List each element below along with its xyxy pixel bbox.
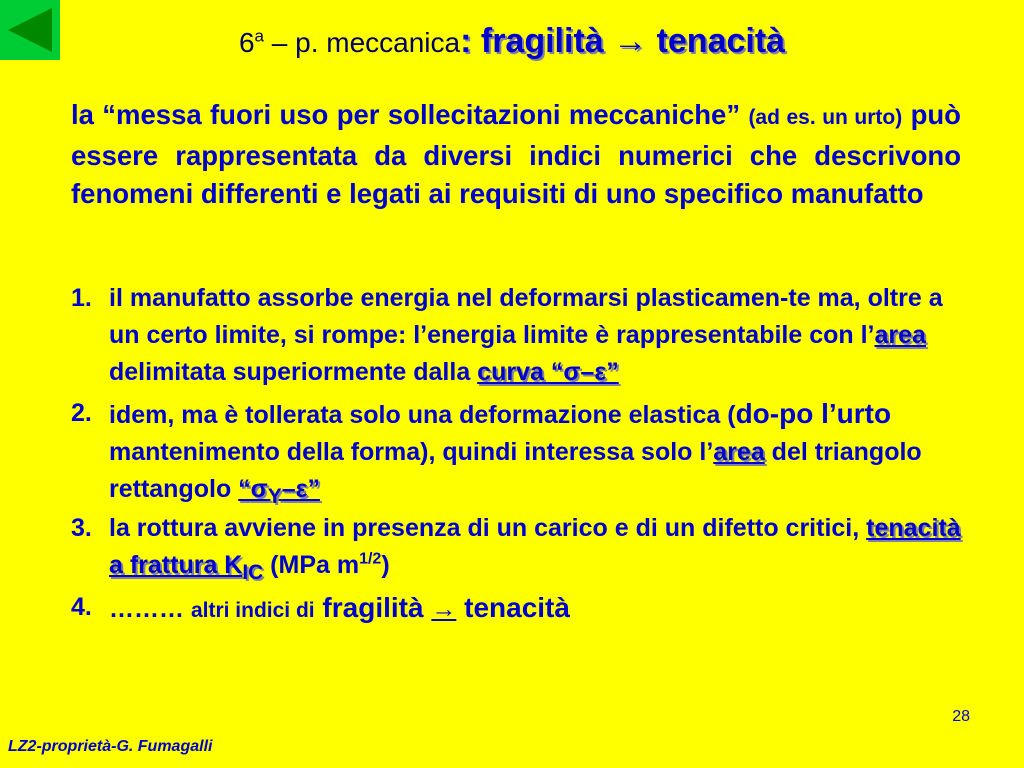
- list-item: [71, 280, 961, 391]
- triangle-term-close: –ε”: [281, 475, 320, 503]
- numbered-list: [71, 280, 961, 629]
- list-item: [71, 395, 961, 508]
- item-text: il manufatto assorbe energia nel deformarsi plasticamen-te ma, oltre a un certo limite, si rompe: l’energia limite è rappresentabile con l’: [109, 284, 943, 349]
- triangle-term-subscript: Y: [267, 485, 282, 508]
- area-term: area: [874, 321, 926, 349]
- title-colon: :: [460, 22, 472, 60]
- item-text: la rottura avviene in presenza di un carico e di un difetto critici,: [109, 514, 867, 542]
- item-text: ………: [109, 595, 191, 623]
- list-number: 2.: [71, 399, 92, 427]
- toughness-subscript: IC: [242, 561, 264, 584]
- unit-text: (MPa m: [263, 551, 360, 579]
- area-term: area: [713, 438, 765, 466]
- arrow-icon: →: [431, 595, 457, 623]
- item-emphasis: fragilità: [314, 592, 432, 623]
- toughness-label: tenacità a frattura K: [109, 514, 961, 579]
- page-title: [0, 22, 1024, 72]
- item-text: delimitata superiormente dalla: [109, 358, 478, 386]
- triangle-term-open: “σ: [238, 475, 268, 503]
- item-text: del triangolo rettangolo: [109, 438, 922, 503]
- intro-paragraph: [71, 96, 961, 213]
- unit-close: ): [381, 551, 390, 579]
- list-number: 4.: [71, 593, 92, 621]
- triangle-term: [238, 475, 320, 508]
- title-superscript: a: [254, 26, 264, 46]
- item-text: mantenimento della forma), quindi interessa solo l’: [109, 438, 714, 466]
- title-main: fragilità → tenacità: [471, 22, 786, 60]
- list-number: 3.: [71, 514, 92, 542]
- item-text: idem, ma è tollerata solo una deformazione elastica (: [109, 401, 736, 429]
- item-emphasis: tenacità: [456, 592, 570, 623]
- title-number: 6: [238, 27, 255, 58]
- intro-text-2: può essere rappresentata da diversi indici numerici che descrivono fenomeni differenti e legati ai requisiti di uno specifico manufatto: [71, 99, 961, 209]
- curve-term: curva “σ–ε”: [477, 358, 619, 386]
- page-number: 28: [952, 708, 970, 725]
- footer-credit: LZ2-proprietà-G. Fumagalli: [8, 738, 213, 755]
- list-item: [71, 510, 961, 584]
- intro-text-1: la “messa fuori uso per sollecitazioni meccaniche”: [71, 99, 749, 130]
- list-number: 1.: [71, 284, 92, 312]
- item-emphasis: do-po l’urto: [735, 398, 892, 429]
- intro-aside: (ad es. un urto): [748, 106, 903, 129]
- title-subject: – p. meccanica: [263, 27, 461, 58]
- item-aside: altri indici di: [190, 599, 315, 622]
- list-item: [71, 589, 961, 629]
- unit-superscript: 1/2: [359, 550, 382, 568]
